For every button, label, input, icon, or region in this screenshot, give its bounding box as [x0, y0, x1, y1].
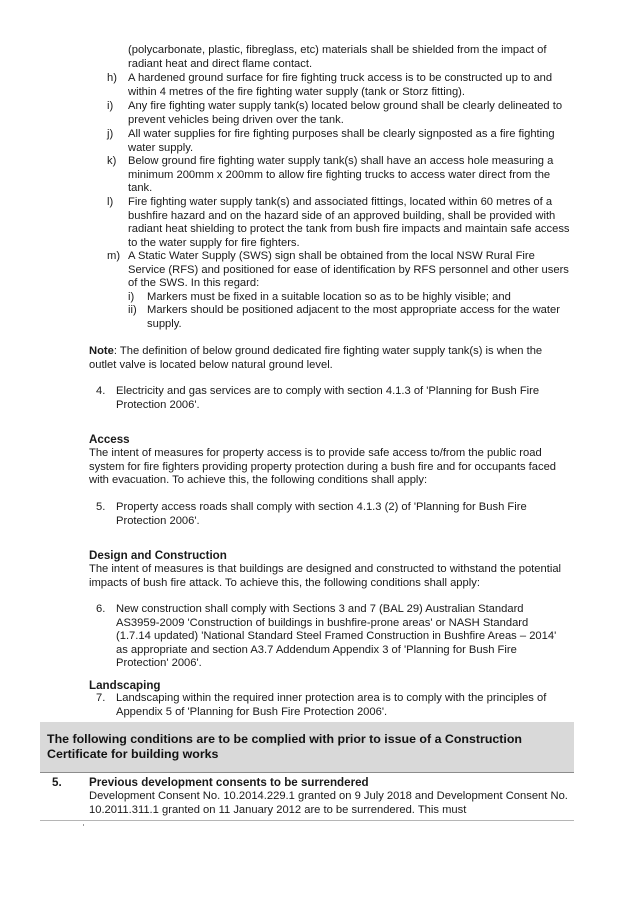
condition-number: 4.	[96, 385, 106, 397]
list-item-text: All water supplies for fire fighting purposes shall be clearly signposted as a fire fighting water supply.	[128, 128, 555, 154]
condition-text: Electricity and gas services are to comply with section 4.1.3 of 'Planning for Bush Fire Protection 2006'.	[116, 385, 540, 411]
sub-item-i	[128, 291, 568, 305]
list-item-l	[107, 196, 571, 250]
continuation-text: (polycarbonate, plastic, fibreglass, etc) materials shall be shielded from the impact of radiant heat and direct flame contact.	[128, 44, 547, 70]
list-item-letter: j)	[107, 128, 114, 140]
condition-4	[96, 385, 566, 412]
access-heading: Access	[89, 433, 130, 446]
note-paragraph	[89, 345, 571, 372]
list-item-m	[107, 250, 571, 291]
list-item-letter: m)	[107, 250, 121, 262]
condition-body: Development Consent No. 10.2014.229.1 granted on 9 July 2018 and Development Consent No. 10.2011.311.1 granted on 11 January 2012 are to be surrendered. This must	[89, 790, 568, 816]
sub-item-letter: ii)	[128, 304, 137, 316]
section-banner-title: The following conditions are to be complied with prior to issue of a Construction Certificate for building works	[47, 732, 522, 761]
condition-6	[96, 603, 566, 671]
sub-item-ii	[128, 304, 568, 331]
list-item-text: Any fire fighting water supply tank(s) located below ground shall be clearly delineated to prevent vehicles being driven over the tank.	[128, 100, 563, 126]
list-item-text: Below ground fire fighting water supply tank(s) shall have an access hole measuring a minimum 200mm x 200mm to allow fire fighting trucks to access water direct from the tank.	[128, 155, 554, 195]
scan-mark	[83, 824, 84, 826]
landscaping-heading: Landscaping	[89, 679, 161, 692]
condition-7	[96, 692, 566, 719]
section-banner	[40, 722, 574, 773]
note-label: Note	[89, 345, 114, 357]
design-heading: Design and Construction	[89, 549, 227, 562]
list-item-h	[107, 72, 571, 99]
condition-number: 6.	[96, 603, 106, 615]
condition-number: 5.	[96, 501, 106, 513]
list-item-k	[107, 155, 571, 196]
list-item-j	[107, 128, 571, 155]
condition-text: Property access roads shall comply with section 4.1.3 (2) of 'Planning for Bush Fire Protection 2006'.	[116, 501, 527, 527]
sub-item-text: Markers must be fixed in a suitable location so as to be highly visible; and	[147, 291, 511, 303]
condition-text: Landscaping within the required inner protection area is to comply with the principles of Appendix 5 of 'Planning for Bush Fire Protection 2006'.	[116, 692, 547, 718]
condition-number: 7.	[96, 692, 106, 704]
list-item-text: Fire fighting water supply tank(s) and associated fittings, located within 60 metres of a bushfire hazard and on the hazard side of an approved building, shall be provided with radiant heat shielding to protect the tank from bush fire impacts and maintain safe access to the water supply for fire fighters.	[128, 196, 570, 249]
note-text: : The definition of below ground dedicated fire fighting water supply tank(s) is when the outlet valve is located below natural ground level.	[89, 345, 543, 371]
divider	[40, 820, 574, 821]
list-item-letter: h)	[107, 72, 117, 84]
list-item-letter: l)	[107, 196, 114, 208]
condition-title: Previous development consents to be surrendered	[89, 776, 369, 789]
design-intro: The intent of measures is that buildings are designed and constructed to withstand the potential impacts of bush fire attack. To achieve this, the following conditions shall apply:	[89, 563, 562, 589]
list-item-text: A Static Water Supply (SWS) sign shall be obtained from the local NSW Rural Fire Service (RFS) and positioned for ease of identification by RFS personnel and other users of the SWS. In this regard:	[128, 250, 569, 290]
sub-item-text: Markers should be positioned adjacent to the most appropriate access for the water supply.	[147, 304, 560, 330]
condition-number-5: 5.	[52, 776, 62, 789]
condition-5-access	[96, 501, 566, 528]
list-item-text: A hardened ground surface for fire fighting truck access is to be constructed up to and within 4 metres of the fire fighting water supply (tank or Storz fitting).	[128, 72, 553, 98]
access-intro: The intent of measures for property access is to provide safe access to/from the public road system for fire fighters providing property protection during a bush fire and for occupants faced with evacuation. To achieve this, the following conditions shall apply:	[89, 447, 557, 487]
sub-item-letter: i)	[128, 291, 135, 303]
condition-text: New construction shall comply with Sections 3 and 7 (BAL 29) Australian Standard AS3959-2009 'Construction of buildings in bushfire-prone areas' or NASH Standard (1.7.14 updated) 'National Standard Steel Framed Construction in Bushfire Areas – 2014' as appropriate and section A3.7 Addendum Appendix 3 of 'Planning for Bush Fire Protection' 2006'.	[116, 603, 557, 670]
list-item-letter: k)	[107, 155, 117, 167]
list-item-letter: i)	[107, 100, 114, 112]
list-item-i	[107, 100, 571, 127]
